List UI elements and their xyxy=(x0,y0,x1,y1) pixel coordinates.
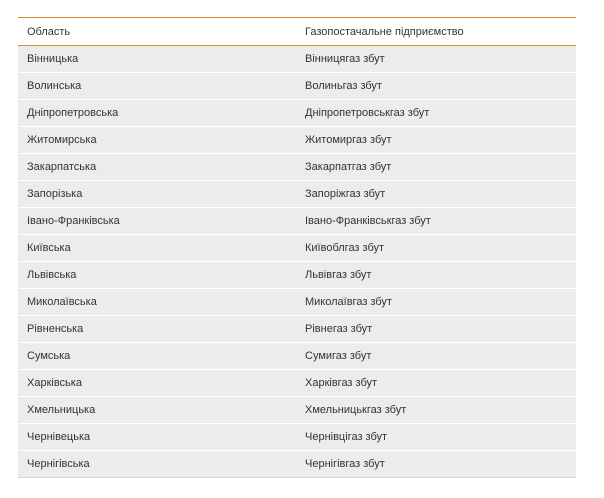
cell-region: Запорізька xyxy=(27,188,83,200)
cell-supplier: Дніпропетровськгаз збут xyxy=(305,107,430,119)
cell-region: Львівська xyxy=(27,269,77,281)
cell-supplier: Волиньгаз збут xyxy=(305,80,382,92)
gas-suppliers-table-container xyxy=(18,17,576,478)
table-row xyxy=(18,316,576,343)
cell-region: Сумська xyxy=(27,350,71,362)
table-row xyxy=(18,100,576,127)
column-header-region: Область xyxy=(27,25,71,38)
cell-supplier: Хмельницькгаз збут xyxy=(305,404,407,416)
table-body xyxy=(18,46,576,478)
table-row xyxy=(18,451,576,478)
cell-supplier: Житомиргаз збут xyxy=(305,134,392,146)
cell-supplier: Запоріжгаз збут xyxy=(305,188,386,200)
cell-region: Івано-Франківська xyxy=(27,215,120,227)
cell-region: Хмельницька xyxy=(27,404,96,416)
table-row xyxy=(18,235,576,262)
header-row xyxy=(18,18,576,46)
cell-region: Волинська xyxy=(27,80,82,92)
cell-supplier: Сумигаз збут xyxy=(305,350,372,362)
cell-supplier: Миколаївгаз збут xyxy=(305,296,392,308)
table-row xyxy=(18,397,576,424)
cell-region: Київська xyxy=(27,242,71,254)
table-row xyxy=(18,73,576,100)
table-row xyxy=(18,127,576,154)
cell-region: Житомирська xyxy=(27,134,97,146)
table-header xyxy=(18,18,576,46)
cell-region: Вінницька xyxy=(27,53,79,65)
cell-supplier: Вінницягаз збут xyxy=(305,53,385,65)
cell-supplier: Закарпатгаз збут xyxy=(305,161,392,173)
column-header-supplier: Газопостачальне підприємство xyxy=(305,25,464,38)
table-row xyxy=(18,208,576,235)
cell-supplier: Харківгаз збут xyxy=(305,377,378,389)
cell-supplier: Львівгаз збут xyxy=(305,269,372,281)
table-row xyxy=(18,424,576,451)
table-row xyxy=(18,343,576,370)
cell-region: Харківська xyxy=(27,377,82,389)
cell-region: Миколаївська xyxy=(27,296,97,308)
table-row xyxy=(18,370,576,397)
cell-supplier: Івано-Франківськгаз збут xyxy=(305,215,431,227)
cell-supplier: Рівнегаз збут xyxy=(305,323,373,335)
table-row xyxy=(18,154,576,181)
table-row xyxy=(18,181,576,208)
cell-region: Дніпропетровська xyxy=(27,107,119,119)
cell-region: Рівненська xyxy=(27,323,84,335)
cell-region: Чернівецька xyxy=(27,431,91,443)
gas-suppliers-table xyxy=(18,17,576,478)
table-row xyxy=(18,262,576,289)
cell-region: Закарпатська xyxy=(27,161,97,173)
cell-supplier: Чернівцігаз збут xyxy=(305,431,388,443)
cell-region: Чернігівська xyxy=(27,458,90,470)
table-row xyxy=(18,46,576,73)
cell-supplier: Київоблгаз збут xyxy=(305,242,385,254)
table-row xyxy=(18,289,576,316)
cell-supplier: Чернігівгаз збут xyxy=(305,458,385,470)
